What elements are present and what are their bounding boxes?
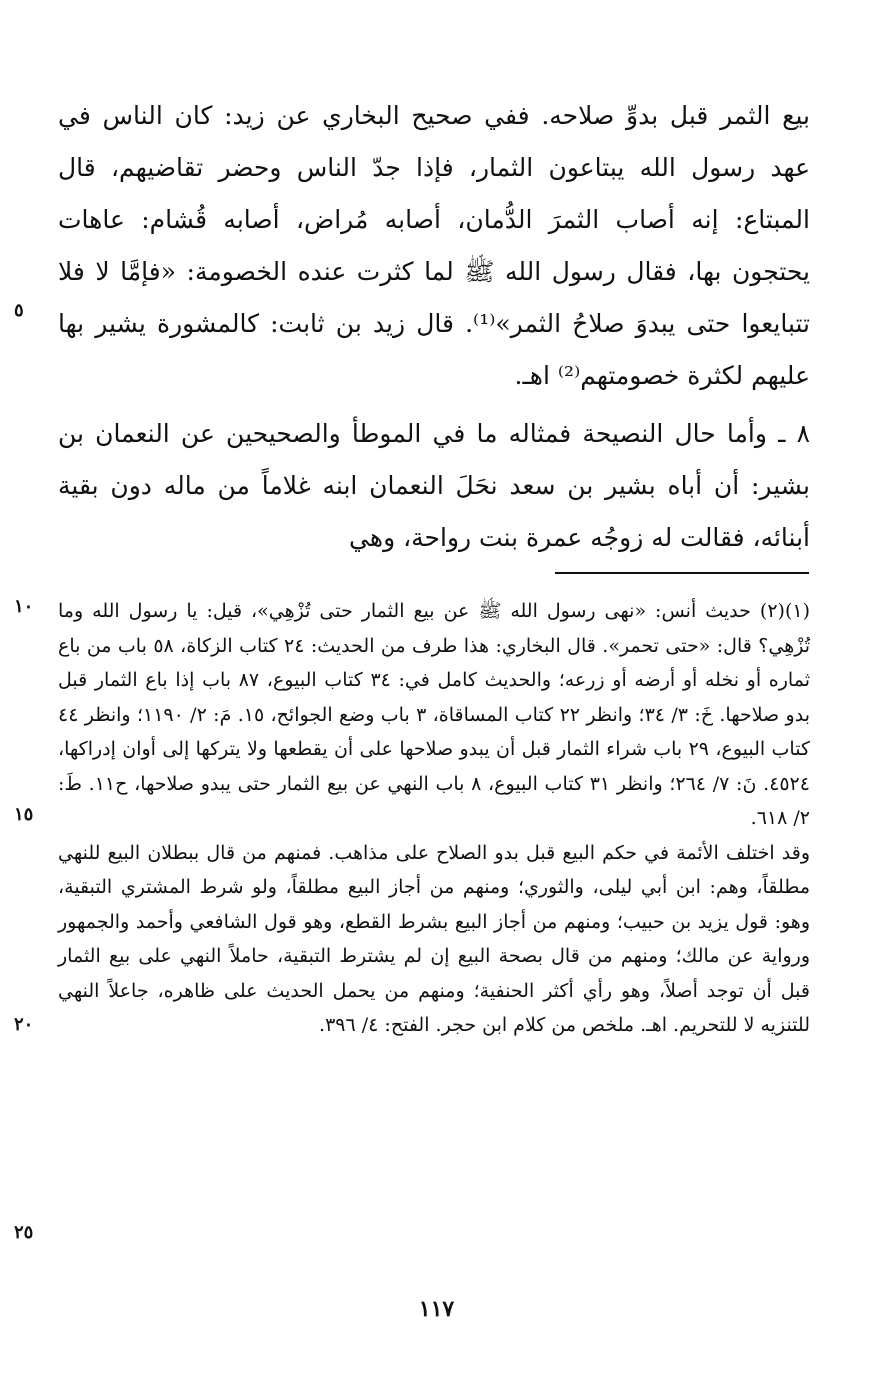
- footnotes: [58, 594, 810, 1043]
- line-marker-5: ٥: [14, 300, 24, 321]
- main-paragraph-2: ٨ ـ وأما حال النصيحة فمثاله ما في الموطأ والصحيحين عن النعمان بن بشير: أن أباه بشير بن سعد نحَلَ النعمان ابنه غلاماً من ماله دون بقية أبنائه، فقالت له زوجُه عمرة بنت رواحة، وهي: [58, 419, 810, 552]
- main-paragraph-1: بيع الثمر قبل بدوِّ صلاحه. ففي صحيح البخاري عن زيد: كان الناس في عهد رسول الله يبتاعون الثمار، فإذا جدّ الناس وحضر تقاضيهم، قال المبتاع: إنه أصاب الثمرَ الدُّمان، أصابه مُراض، أصابه قُشام: عاهات يحتجون بها، فقال رسول الله ﷺ لما كثرت عنده الخصومة: «فإمَّا لا فلا تتبايعوا حتى يبدوَ صلاحُ الثمر»⁽¹⁾. قال زيد بن ثابت: كالمشورة يشير بها عليهم لكثرة خصومتهم⁽²⁾ اهـ.: [58, 101, 810, 390]
- footnote-1-2: (١)(٢) حديث أنس: «نهى رسول الله ﷺ عن بيع الثمار حتى تُزْهِي»، قيل: يا رسول الله وما تُزْهِي؟ قال: «حتى تحمر». قال البخاري: هذا طرف من الحديث: ٢٤ كتاب الزكاة، ٥٨ باب من باع ثماره أو نخله أو أرضه أو زرعه؛ والحديث كامل في: ٣٤ كتاب البيوع، ٨٧ باب إذا باع الثمار قبل بدو صلاحها. خَ: ٣/ ٣٤؛ وانظر ٢٢ كتاب المساقاة، ٣ باب وضع الجوائح، ١٥. مَ: ٢/ ١١٩٠؛ وانظر ٤٤ كتاب البيوع، ٢٩ باب شراء الثمار قبل أن يبدو صلاحها على أن يقطعها ولا يتركها إلى أوان إدراكها، ٤٥٢٤. نَ: ٧/ ٢٦٤؛ وانظر ٣١ كتاب البيوع، ٨ باب النهي عن بيع الثمار حتى يبدو صلاحها، ح١١. طَ: ٢/ ٦١٨.: [58, 600, 811, 829]
- main-text: [58, 90, 810, 564]
- footnote-divider: [555, 572, 809, 574]
- line-marker-15: ١٥: [14, 804, 34, 825]
- page-number: ١١٧: [418, 1296, 455, 1322]
- line-marker-20: ٢٠: [14, 1014, 34, 1035]
- footnote-continuation: وقد اختلف الأئمة في حكم البيع قبل بدو الصلاح على مذاهب. فمنهم من قال ببطلان البيع للنهي مطلقاً، وهم: ابن أبي ليلى، والثوري؛ ومنهم من أجاز البيع مطلقاً، ولو شرط المشتري التبقية، وهو: قول يزيد بن حبيب؛ ومنهم من أجاز البيع بشرط القطع، وهو قول الشافعي وأحمد والجمهور ورواية عن مالك؛ ومنهم من قال بصحة البيع إن لم يشترط التبقية، حاملاً النهي على بيع الثمار قبل أن توجد أصلاً، وهو رأي أكثر الحنفية؛ ومنهم من يحمل الحديث على ظاهره، جاعلاً النهي للتنزيه لا للتحريم. اهـ. ملخص من كلام ابن حجر. الفتح: ٤/ ٣٩٦.: [58, 841, 810, 1036]
- line-marker-10: ١٠: [14, 596, 34, 617]
- line-marker-25: ٢٥: [14, 1222, 34, 1243]
